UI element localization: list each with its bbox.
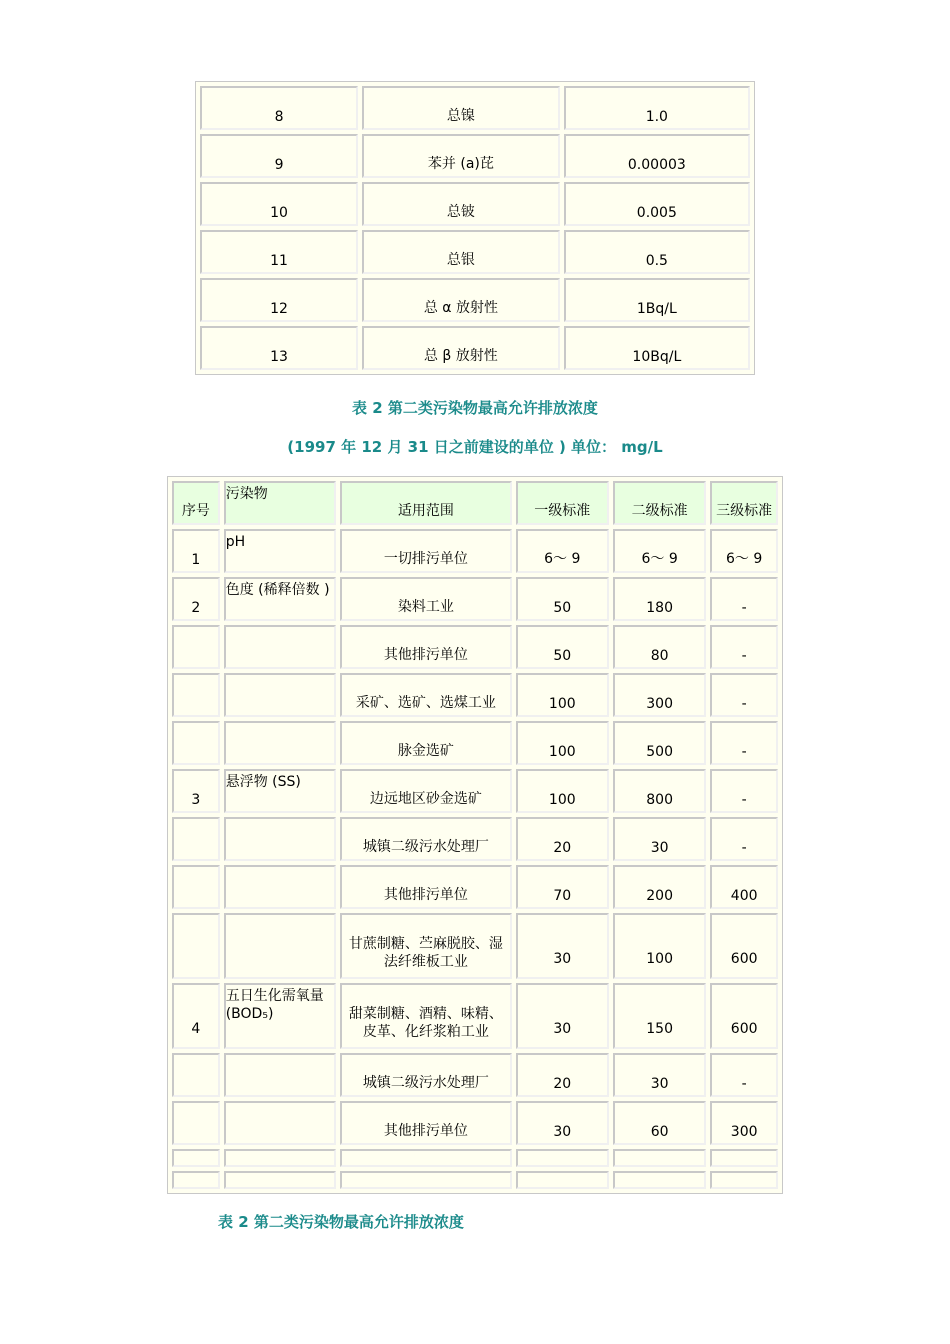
- table-row: [172, 1053, 778, 1097]
- table-row: [200, 326, 750, 370]
- table-row: [172, 529, 778, 573]
- table-cell: 色度 (稀释倍数 ): [224, 577, 336, 621]
- table-header-row: [172, 481, 778, 525]
- table-cell: 100: [613, 913, 706, 979]
- table-row: [172, 817, 778, 861]
- table-cell: 11: [200, 230, 358, 274]
- table-row: [172, 1101, 778, 1145]
- table-row: [200, 134, 750, 178]
- table-row: [172, 769, 778, 813]
- table-row: [172, 721, 778, 765]
- table-cell: [172, 865, 220, 909]
- table-cell: 苯并 (a)芘: [362, 134, 560, 178]
- table-cell: 70: [516, 865, 609, 909]
- table-cell: 五日生化需氧量 (BOD₅): [224, 983, 336, 1049]
- table-cell: 城镇二级污水处理厂: [340, 817, 512, 861]
- table-cell: [224, 1149, 336, 1167]
- table-cell: 6～ 9: [710, 529, 778, 573]
- table-cell: 脉金选矿: [340, 721, 512, 765]
- table-cell: 30: [516, 983, 609, 1049]
- table-row: [172, 577, 778, 621]
- table-cell: -: [710, 1053, 778, 1097]
- column-header: 三级标准: [710, 481, 778, 525]
- table-cell: [224, 1053, 336, 1097]
- table-cell: 城镇二级污水处理厂: [340, 1053, 512, 1097]
- pollutant-table-1-body: [200, 86, 750, 370]
- table-cell: [224, 1171, 336, 1189]
- table-cell: 0.005: [564, 182, 750, 226]
- table-row: [172, 1171, 778, 1189]
- table-cell: [224, 1101, 336, 1145]
- table-cell: 总银: [362, 230, 560, 274]
- table-cell: 1: [172, 529, 220, 573]
- table-cell: [613, 1171, 706, 1189]
- table-cell: [224, 817, 336, 861]
- table-cell: 总铍: [362, 182, 560, 226]
- table-cell: [172, 1101, 220, 1145]
- pollutant-table-2: [167, 476, 783, 1194]
- table-cell: 采矿、选矿、选煤工业: [340, 673, 512, 717]
- table-cell: [224, 625, 336, 669]
- table-row: [200, 182, 750, 226]
- table-cell: 甘蔗制糖、苎麻脱胶、湿法纤维板工业: [340, 913, 512, 979]
- table-row: [200, 86, 750, 130]
- table-cell: [172, 1149, 220, 1167]
- table-cell: 3: [172, 769, 220, 813]
- table-row: [172, 1149, 778, 1167]
- table-cell: 总 β 放射性: [362, 326, 560, 370]
- table-cell: [710, 1149, 778, 1167]
- table-cell: -: [710, 769, 778, 813]
- table-cell: 100: [516, 673, 609, 717]
- table-row: [172, 983, 778, 1049]
- table-cell: [172, 817, 220, 861]
- table-cell: 1.0: [564, 86, 750, 130]
- column-header: 污染物: [224, 481, 336, 525]
- table-cell: 12: [200, 278, 358, 322]
- table-cell: 600: [710, 983, 778, 1049]
- table-row: [200, 230, 750, 274]
- table-subcaption: (1997 年 12 月 31 日之前建设的单位 ) 单位： mg/L: [287, 438, 663, 456]
- table-cell: [710, 1171, 778, 1189]
- table-cell: 30: [516, 913, 609, 979]
- table-cell: [516, 1149, 609, 1167]
- table-cell: 总镍: [362, 86, 560, 130]
- table-row: [172, 625, 778, 669]
- table-row: [172, 913, 778, 979]
- table-cell: [172, 673, 220, 717]
- table-cell: 边远地区砂金选矿: [340, 769, 512, 813]
- table-cell: [172, 625, 220, 669]
- table-cell: 600: [710, 913, 778, 979]
- table-cell: -: [710, 625, 778, 669]
- table-caption-repeat: 表 2 第二类污染物最高允许排放浓度: [218, 1213, 464, 1231]
- column-header: 一级标准: [516, 481, 609, 525]
- table-cell: [224, 673, 336, 717]
- table-cell: 13: [200, 326, 358, 370]
- table-cell: [224, 865, 336, 909]
- table-cell: 50: [516, 625, 609, 669]
- table-cell: 6～ 9: [613, 529, 706, 573]
- table-cell: 200: [613, 865, 706, 909]
- table-row: [200, 278, 750, 322]
- table-cell: 20: [516, 1053, 609, 1097]
- table-cell: 0.5: [564, 230, 750, 274]
- table-cell: 30: [516, 1101, 609, 1145]
- table-cell: [172, 913, 220, 979]
- table-cell: 9: [200, 134, 358, 178]
- table-cell: 400: [710, 865, 778, 909]
- table-caption: 表 2 第二类污染物最高允许排放浓度: [352, 399, 598, 417]
- table-cell: 2: [172, 577, 220, 621]
- table-cell: 80: [613, 625, 706, 669]
- table-cell: 6～ 9: [516, 529, 609, 573]
- table-cell: 其他排污单位: [340, 1101, 512, 1145]
- table-cell: 甜菜制糖、酒精、味精、皮革、化纤浆粕工业: [340, 983, 512, 1049]
- table-cell: [340, 1171, 512, 1189]
- table-cell: 8: [200, 86, 358, 130]
- table-cell: [172, 721, 220, 765]
- table-cell: 60: [613, 1101, 706, 1145]
- table-cell: [172, 1053, 220, 1097]
- table-cell: [172, 1171, 220, 1189]
- table-cell: 0.00003: [564, 134, 750, 178]
- table-cell: 4: [172, 983, 220, 1049]
- table-cell: 180: [613, 577, 706, 621]
- table-cell: [224, 721, 336, 765]
- table-cell: 其他排污单位: [340, 625, 512, 669]
- table-cell: [224, 913, 336, 979]
- table-cell: 100: [516, 721, 609, 765]
- table-cell: 500: [613, 721, 706, 765]
- table-cell: -: [710, 817, 778, 861]
- table-cell: [516, 1171, 609, 1189]
- table-cell: 20: [516, 817, 609, 861]
- table-cell: 悬浮物 (SS): [224, 769, 336, 813]
- table-cell: -: [710, 721, 778, 765]
- table-cell: 800: [613, 769, 706, 813]
- table-cell: 10: [200, 182, 358, 226]
- table-cell: 30: [613, 817, 706, 861]
- table-cell: 50: [516, 577, 609, 621]
- table-cell: 300: [613, 673, 706, 717]
- table-cell: pH: [224, 529, 336, 573]
- pollutant-table-2-body: [172, 481, 778, 1189]
- table-cell: 30: [613, 1053, 706, 1097]
- table-cell: 总 α 放射性: [362, 278, 560, 322]
- table-cell: 150: [613, 983, 706, 1049]
- table-cell: 一切排污单位: [340, 529, 512, 573]
- table-cell: 其他排污单位: [340, 865, 512, 909]
- table-row: [172, 865, 778, 909]
- table-cell: 1Bq/L: [564, 278, 750, 322]
- table-cell: 100: [516, 769, 609, 813]
- column-header: 序号: [172, 481, 220, 525]
- table-row: [172, 673, 778, 717]
- table-cell: -: [710, 577, 778, 621]
- table-cell: 300: [710, 1101, 778, 1145]
- pollutant-table-1: [195, 81, 755, 375]
- column-header: 二级标准: [613, 481, 706, 525]
- column-header: 适用范围: [340, 481, 512, 525]
- table-cell: [340, 1149, 512, 1167]
- table-cell: -: [710, 673, 778, 717]
- table-cell: 10Bq/L: [564, 326, 750, 370]
- table-cell: 染料工业: [340, 577, 512, 621]
- table-cell: [613, 1149, 706, 1167]
